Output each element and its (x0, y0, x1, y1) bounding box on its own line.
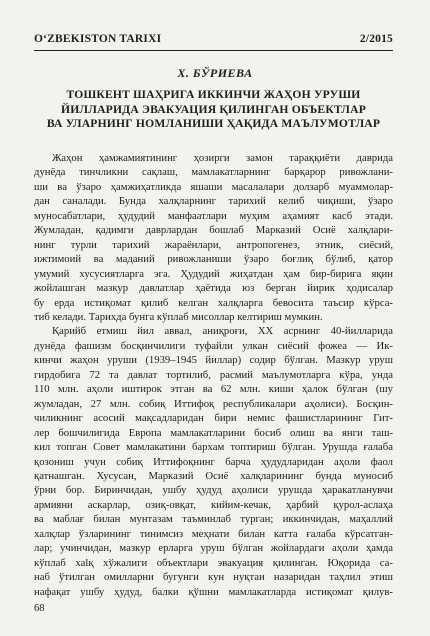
body-line: дан саналади. Бунда халқларнинг тарихий келиб чиқиши, ўзаро (34, 195, 393, 208)
body-line: лер бошчилигида Европа мамлакатларини босиб олиш ва янги таш- (34, 426, 393, 439)
journal-name: O‘ZBEKISTON TARIXI (34, 33, 162, 45)
title-line: ТОШКЕНТ ШАҲРИГА ИККИНЧИ ЖАҲОН УРУШИ (66, 88, 361, 101)
article-title (34, 88, 393, 132)
body-line: нафақат ушбу ҳудуд, балки қўшни мамлакатларда истиқомат қилув- (34, 585, 393, 598)
body-line: гирдобига 72 та давлат тортилиб, расмий маълумотларга кўра, унда (34, 368, 393, 381)
body-line: Қарийб етмиш йил аввал, аниқроғи, XX асрнинг 40-йилларида (52, 325, 393, 338)
body-line: 110 млн. аҳоли иштирок этган ва 62 млн. киши ҳалок бўлган (шу (34, 383, 393, 396)
body-line: наб ўтилган омилларни бугунги кун нуқтаи назаридан таҳлил этиш (34, 571, 393, 584)
body-line: халқлар ўзларининг тинимсиз меҳнати билан катта ғалаба кўрсатган- (34, 527, 393, 540)
body-line: ва маблағ билан мунтазам таъминлаб турган; иккинчидан, маҳаллий (34, 513, 393, 526)
title-line: ЙИЛЛАРИДА ЭВАКУАЦИЯ ҚИЛИНГАН ОБЪЕКТЛАР (60, 102, 367, 116)
page-number: 68 (34, 603, 45, 614)
body-line: ши ва ўзаро ҳамжиҳатликда яшаши масалалари долзарб муаммолар- (34, 180, 393, 193)
body-line: чиликнинг асосий мақсадларидан бири немис фашистларининг Гит- (34, 412, 393, 425)
body-line: кўплаб хalқ хўжалиги объектлари эвакуация қилинган. Юқорида са- (34, 556, 393, 569)
body-line: муносабатлари, ҳудудий манфаатлари муҳим аҳамият касб этади. (34, 209, 393, 222)
body-line: жумладан, 27 млн. собиқ Иттифоқ республикалари аҳолиси). Босқин- (34, 397, 393, 410)
issue-number: 2/2015 (359, 33, 393, 45)
body-line: кинчи жаҳон уруши (1939–1945 йиллар) содир бўлган. Мазкур уруш (34, 354, 393, 367)
body-line: армияни аскарлар, озиқ-овқат, кийим-кечак, ҳарбий қурол-аслаҳа (34, 498, 393, 511)
body-line: тиб келади. Тарихда бунга кўплаб мисоллар келтириш мумкин. (34, 310, 323, 323)
body-line: жойлашган мазкур давлатлар ҳаётида юз берган йирик ҳодисалар (34, 282, 393, 295)
body-line: ўрни бор. Биринчидан, ушбу ҳудуд аҳолиси урушда ҳаракатланувчи (34, 484, 393, 497)
body-line: ижтимоий ва маданий ривожланиши ўзаро боғлиқ бўлиб, қатор (34, 253, 393, 266)
body-line: дунёда тинчликни сақлаш, мамлакатларнинг барқарор ривожлани- (34, 166, 393, 179)
body-line: қозониш учун собиқ Иттифоқнинг барча ҳудудларидан аҳоли фаол (34, 455, 393, 468)
body-line: кил топган Совет мамлакатини бархам топтириш бўлган. Урушда ғалаба (34, 441, 393, 454)
body-line: дунёда фашизм босқинчилиги туфайли улкан сиёсий фожеа — Ик- (34, 339, 393, 352)
title-line: ВА УЛАРНИНГ НОМЛАНИШИ ҲАҚИДА МАЪЛУМОТЛАР (46, 117, 381, 130)
body-line: Жумладан, қадимги даврлардан бошлаб Марказий Осиё халқлари- (34, 224, 393, 237)
article-author: Х. БЎРИЕВА (177, 66, 253, 80)
body-line: умумий хусусиятларга эга. Ҳудудий жиҳатдан ҳам бир-бирига яқин (34, 267, 393, 280)
body-line: қатнашган. Хусусан, Марказий Осиё халқларининг бунда муносиб (34, 469, 393, 482)
body-line: бу ерда истиқомат қилиб келган халқларга бевосита таъсир кўрса- (34, 296, 393, 309)
header-rule (34, 50, 393, 51)
article-body (34, 151, 393, 599)
running-head (34, 33, 393, 45)
body-line: Жаҳон ҳамжамиятининг ҳозирги замон тараққиёти даврида (52, 152, 393, 164)
body-line: лар; учинчидан, мазкур ерларга уруш бўлган жойлардаги аҳоли ҳамда (34, 542, 393, 555)
body-line: нинг турли тарихий жараёнлари, антропогенез, этник, сиёсий, (34, 238, 393, 251)
